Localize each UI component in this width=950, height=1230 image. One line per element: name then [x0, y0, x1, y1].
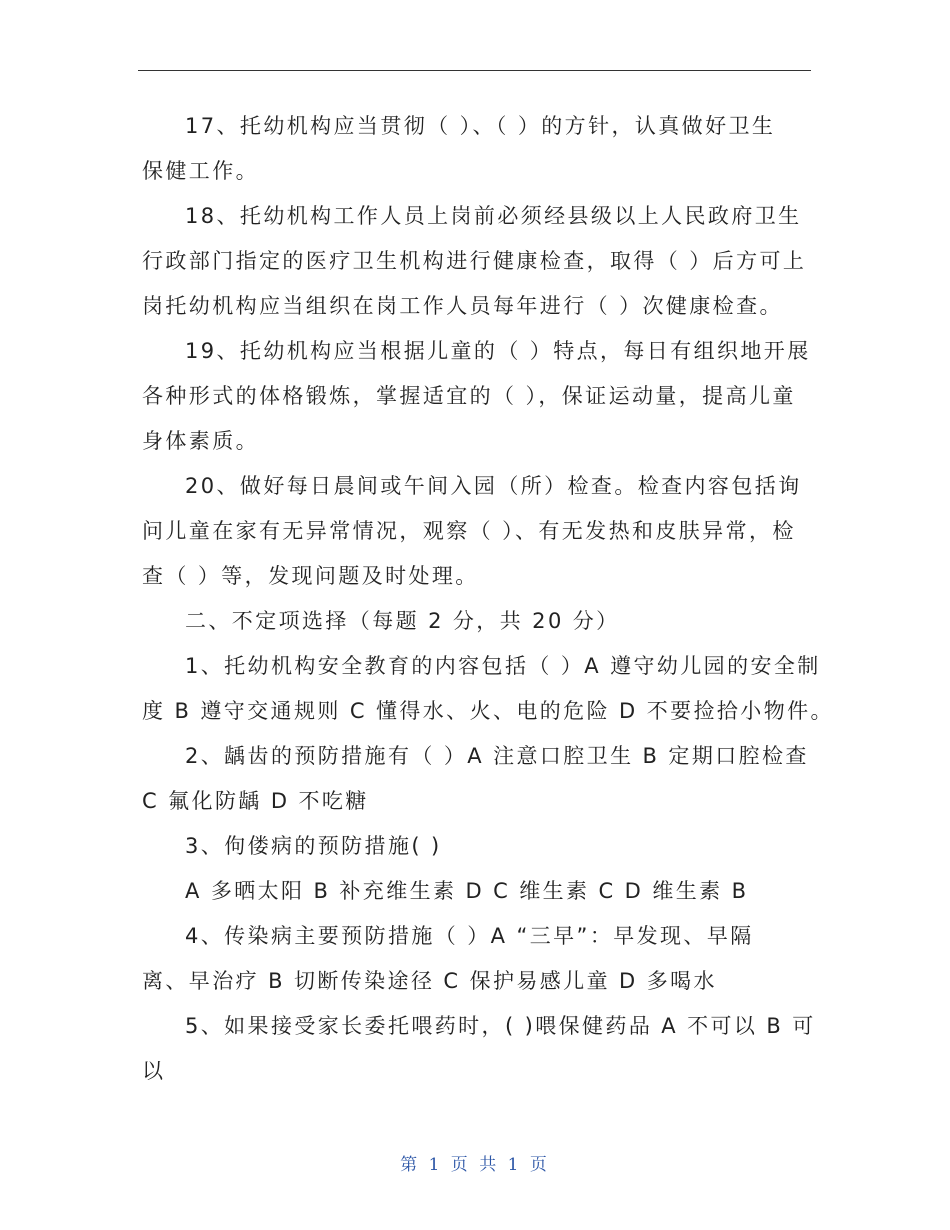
text-line: 各种形式的体格锻炼，掌握适宜的（ ），保证运动量，提高儿童 [142, 384, 796, 408]
text-line: 以 [142, 1059, 166, 1083]
text-line: 度 B 遵守交通规则 C 懂得水、火、电的危险 D 不要捡拾小物件。 [142, 699, 834, 723]
text-line: A 多晒太阳 B 补充维生素 D C 维生素 C D 维生素 B [185, 879, 749, 903]
text-line: 5、如果接受家长委托喂药时，( )喂保健药品 A 不可以 B 可 [185, 1014, 816, 1038]
text-line: 4、传染病主要预防措施（ ）A “三早”：早发现、早隔 [185, 924, 754, 948]
document-body [142, 104, 834, 1094]
text-line: 行政部门指定的医疗卫生机构进行健康检查，取得（ ）后方可上 [142, 249, 807, 273]
text-line: 19、托幼机构应当根据儿童的（ ）特点，每日有组织地开展 [185, 339, 811, 363]
text-line: 二、不定项选择（每题 2 分，共 20 分） [185, 609, 620, 633]
text-line: 18、托幼机构工作人员上岗前必须经县级以上人民政府卫生 [185, 204, 802, 228]
page-footer: 第 1 页 共 1 页 [400, 1155, 550, 1175]
text-line: 保健工作。 [142, 159, 259, 183]
text-line: 17、托幼机构应当贯彻（ ）、（ ）的方针，认真做好卫生 [185, 114, 776, 138]
text-line: 20、做好每日晨间或午间入园（所）检查。检查内容包括询 [185, 474, 802, 498]
text-line: 1、托幼机构安全教育的内容包括（ ）A 遵守幼儿园的安全制 [185, 654, 821, 678]
text-line: 2、龋齿的预防措施有（ ）A 注意口腔卫生 B 定期口腔检查 [185, 744, 809, 768]
text-line: C 氟化防龋 D 不吃糖 [142, 789, 369, 813]
text-line: 查（ ）等，发现问题及时处理。 [142, 564, 479, 588]
text-line: 离、早治疗 B 切断传染途径 C 保护易感儿童 D 多喝水 [142, 969, 717, 993]
text-line: 身体素质。 [142, 429, 259, 453]
header-rule [138, 70, 811, 71]
text-line: 岗托幼机构应当组织在岗工作人员每年进行（ ）次健康检查。 [142, 294, 783, 318]
text-line: 3、佝偻病的预防措施( ) [185, 834, 442, 858]
text-line: 问儿童在家有无异常情况，观察（ ）、有无发热和皮肤异常，检 [142, 519, 796, 543]
